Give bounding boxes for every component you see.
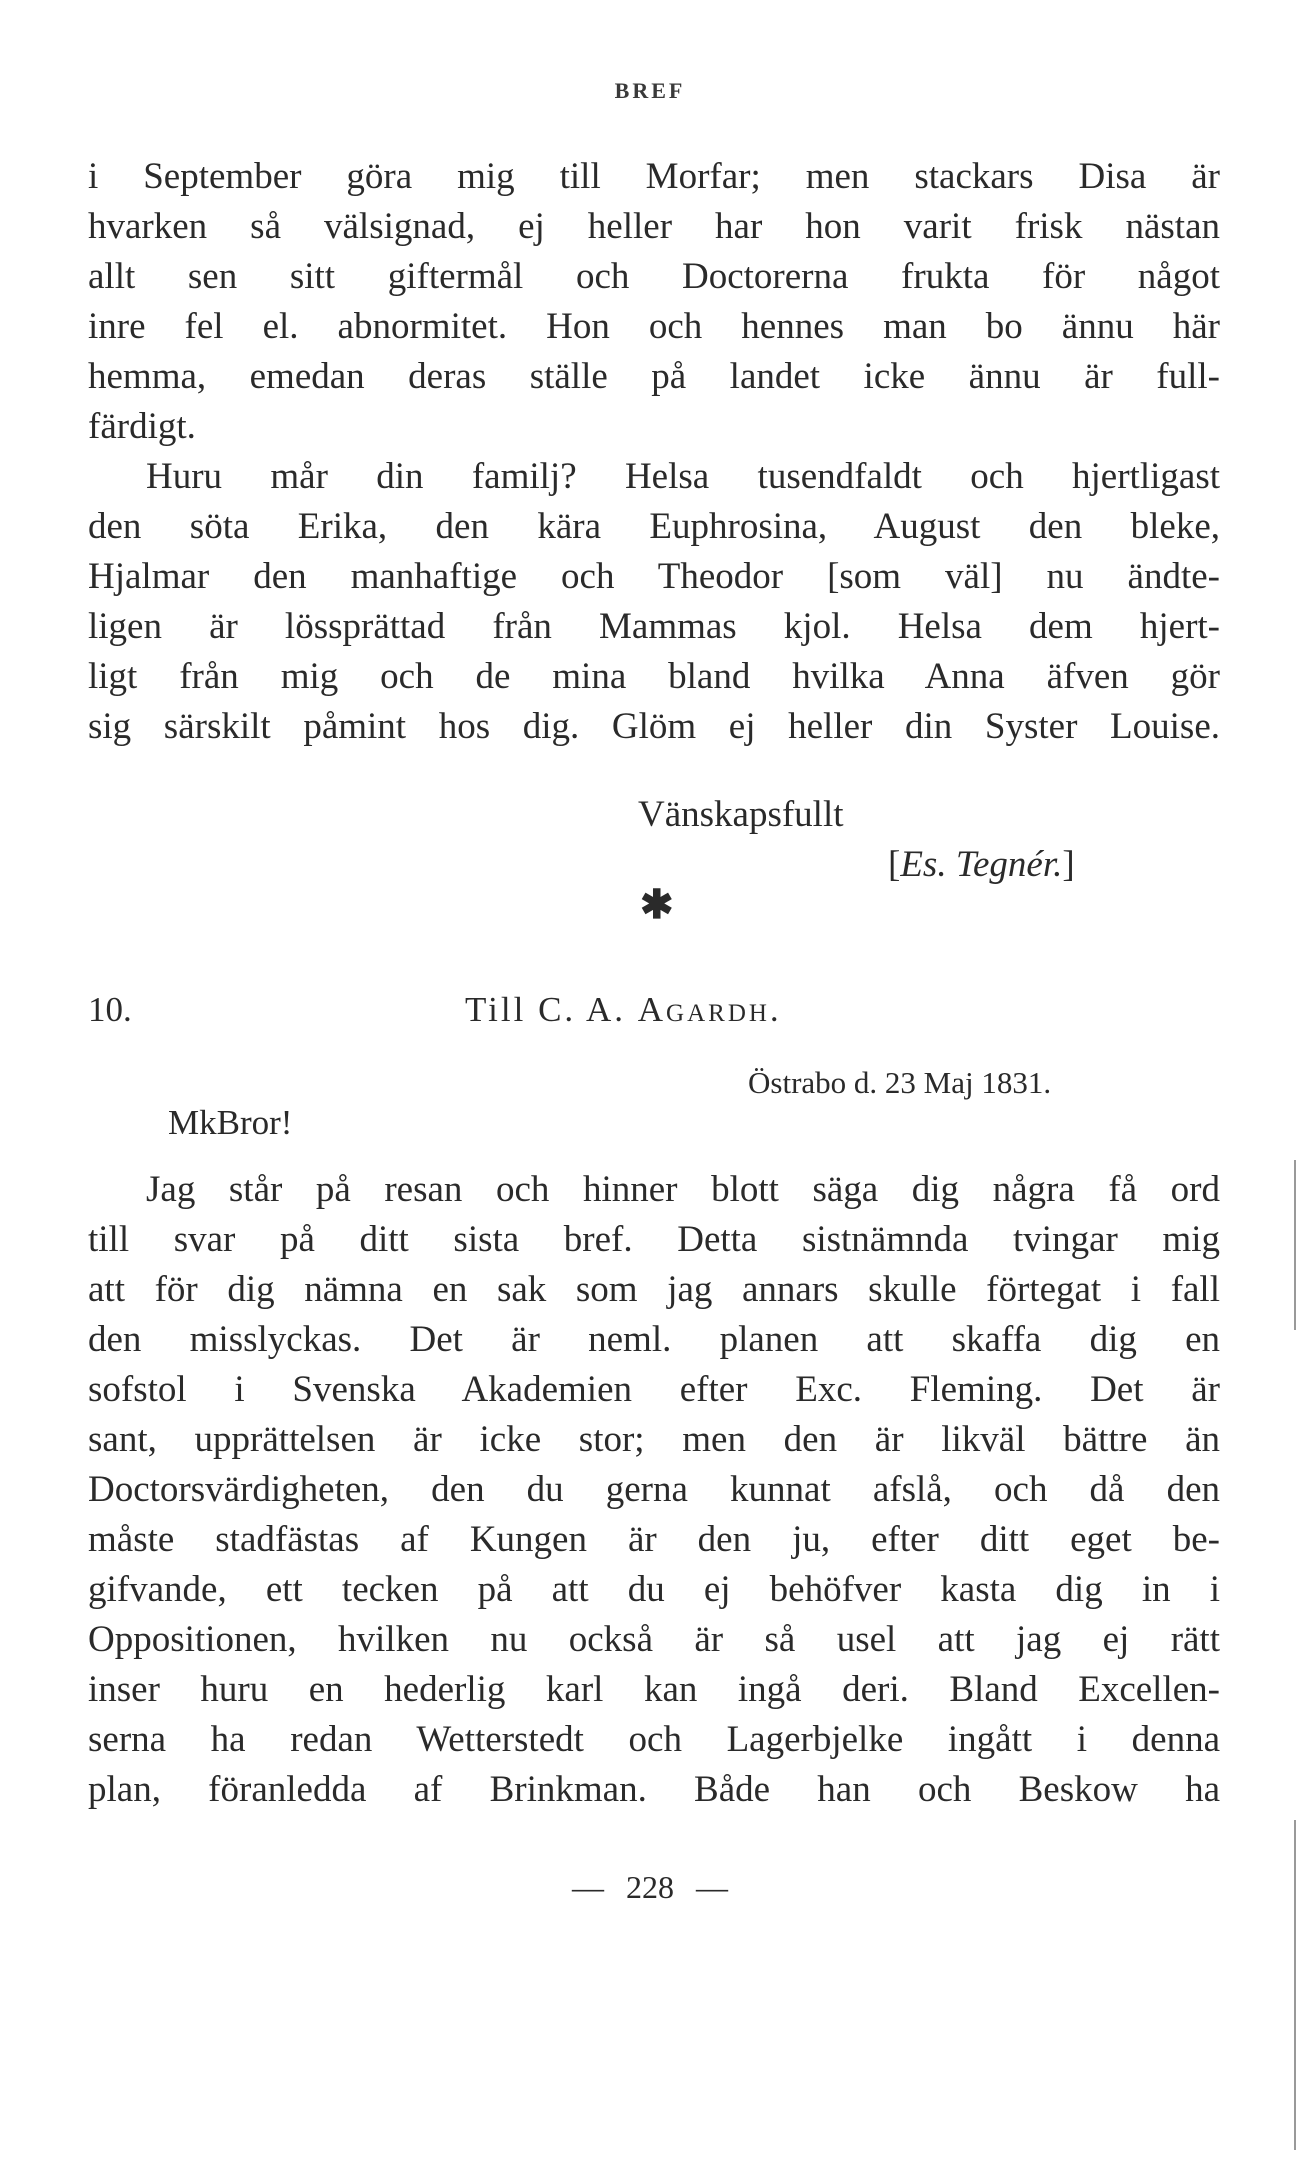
letter-body-continued	[88, 152, 1220, 752]
running-head: BREF	[614, 78, 686, 103]
signature-name: Es. Tegnér.	[900, 844, 1063, 885]
closing-phrase: Vänskapsfullt	[638, 794, 844, 835]
text-line: ligt från mig och de mina bland hvilka Anna äfven gör	[88, 656, 1220, 697]
salutation: MkBror!	[168, 1103, 293, 1142]
letter-heading	[465, 985, 782, 1035]
text-line: sofstol i Svenska Akademien efter Exc. Fleming. Det är	[88, 1369, 1220, 1410]
text-line: Oppositionen, hvilken nu också är så usel att jag ej rätt	[88, 1619, 1220, 1660]
place-date: Östrabo d. 23 Maj 1831.	[748, 1065, 1052, 1100]
signature-bracket-open: [	[888, 844, 901, 885]
letter-body	[88, 1165, 1220, 1815]
text-line: Jag står på resan och hinner blott säga dig några få ord	[146, 1169, 1220, 1210]
text-line: till svar på ditt sista bref. Detta sistnämnda tvingar mig	[88, 1219, 1220, 1260]
text-line: sant, upprättelsen är icke stor; men den är likväl bättre än	[88, 1419, 1220, 1460]
text-line: inre fel el. abnormitet. Hon och hennes man bo ännu här	[88, 306, 1220, 347]
text-line: plan, föranledda af Brinkman. Både han och Beskow ha	[88, 1769, 1220, 1810]
page-number: — 228 —	[572, 1869, 728, 1905]
page-edge-mark	[1294, 1820, 1296, 2150]
text-line: Hjalmar den manhaftige och Theodor [som väl] nu ändte-	[88, 556, 1220, 597]
text-line: Huru mår din familj? Helsa tusendfaldt och hjertligast	[146, 456, 1220, 497]
text-line: gifvande, ett tecken på att du ej behöfver kasta dig in i	[88, 1569, 1220, 1610]
text-line: i September göra mig till Morfar; men stackars Disa är	[88, 156, 1220, 197]
letter-number: 10.	[88, 990, 132, 1029]
text-line: serna ha redan Wetterstedt och Lagerbjelke ingått i denna	[88, 1719, 1220, 1760]
signature	[888, 840, 1075, 890]
letter-heading-prefix: Till C. A.	[465, 990, 627, 1029]
signature-bracket-close: ]	[1062, 844, 1075, 885]
text-line: den misslyckas. Det är neml. planen att skaffa dig en	[88, 1319, 1220, 1360]
text-line: att för dig nämna en sak som jag annars skulle förtegat i fall	[88, 1269, 1220, 1310]
letter-heading-recipient: Agardh.	[637, 990, 782, 1029]
text-line: ligen är lössprättad från Mammas kjol. Helsa dem hjert-	[88, 606, 1220, 647]
text-line: allt sen sitt giftermål och Doctorerna frukta för något	[88, 256, 1220, 297]
text-line: hvarken så välsignad, ej heller har hon varit frisk nästan	[88, 206, 1220, 247]
asterism-divider: ✱	[640, 882, 674, 927]
page-edge-mark	[1294, 1160, 1296, 1330]
text-line: måste stadfästas af Kungen är den ju, efter ditt eget be-	[88, 1519, 1220, 1560]
text-line: färdigt.	[88, 406, 196, 447]
text-line: hemma, emedan deras ställe på landet icke ännu är full-	[88, 356, 1220, 397]
text-line: inser huru en hederlig karl kan ingå deri. Bland Excellen-	[88, 1669, 1220, 1710]
text-line: Doctorsvärdigheten, den du gerna kunnat afslå, och då den	[88, 1469, 1220, 1510]
text-line: sig särskilt påmint hos dig. Glöm ej heller din Syster Louise.	[88, 706, 1220, 747]
text-line: den söta Erika, den kära Euphrosina, August den bleke,	[88, 506, 1220, 547]
